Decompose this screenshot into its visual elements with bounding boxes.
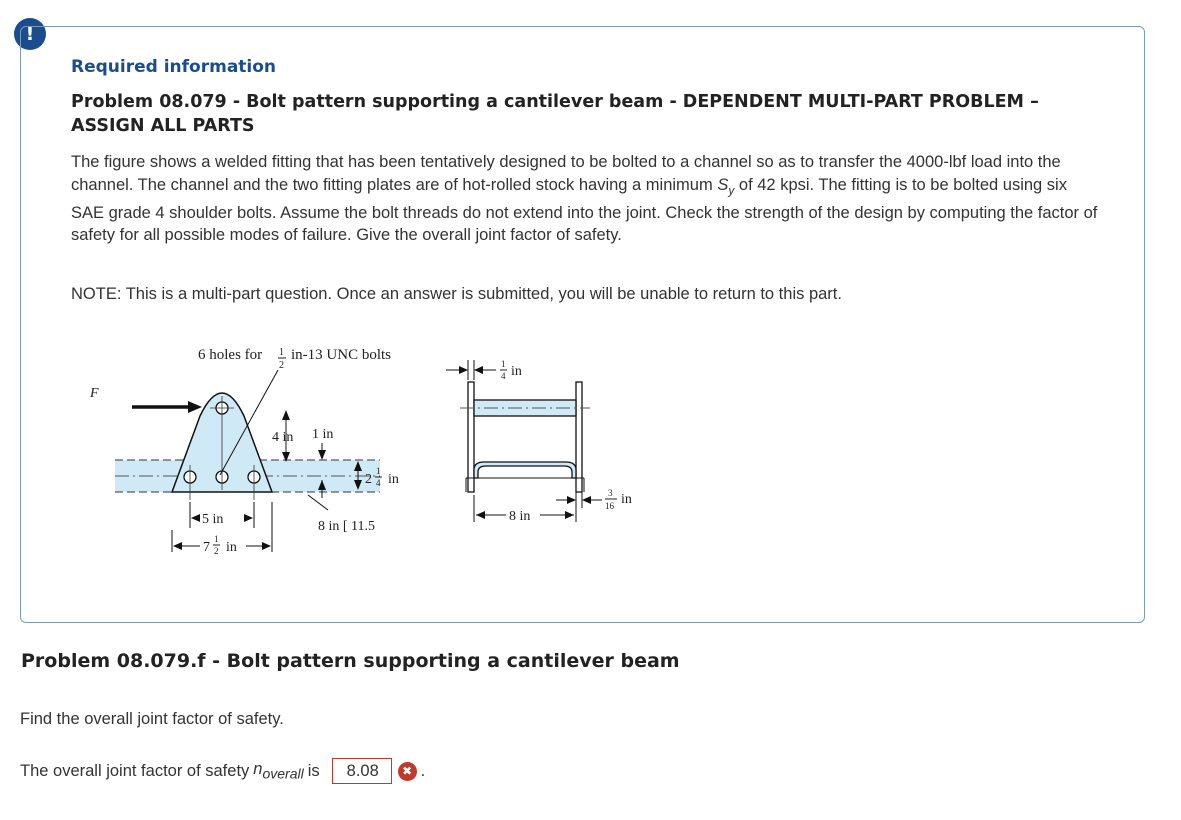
is-label: is <box>307 761 320 780</box>
statement-part-2: of 42 kpsi. The fitting is to be bolted using six SAE grade 4 shoulder bolts. Assume the bolt threads do not extend into the joint. Check the strength of the design by computing the factor of safety for all possible modes of failure. Give the overall joint factor of safety. <box>71 175 1098 245</box>
multi-part-note: NOTE: This is a multi-part question. Once an answer is submitted, you will be unable to return to this part. <box>71 285 842 303</box>
problem-statement <box>71 151 1101 247</box>
answer-input[interactable]: 8.08 <box>332 758 392 784</box>
dim-5in: 5 in <box>202 512 224 527</box>
plate-left <box>468 382 474 492</box>
force-label: F <box>90 386 99 401</box>
svg-text:1: 1 <box>501 359 506 369</box>
svg-text:1: 1 <box>279 347 284 358</box>
svg-text:in: in <box>388 472 399 487</box>
svg-text:2: 2 <box>214 546 219 556</box>
svg-text:4: 4 <box>376 478 381 488</box>
force-arrowhead <box>188 401 202 413</box>
svg-text:2: 2 <box>279 360 284 371</box>
dim-8in: 8 in [ 11.5 <box>318 519 376 534</box>
n-overall-symbol: $n_{overall}$ <box>253 760 304 782</box>
answer-label: The overall joint factor of safety <box>20 761 250 780</box>
holes-label-b: in-13 UNC bolts <box>291 347 392 363</box>
svg-text:in: in <box>226 540 237 555</box>
dim-quarter-in: in <box>511 364 522 379</box>
svg-text:1: 1 <box>376 466 381 476</box>
svg-text:16: 16 <box>605 501 614 511</box>
channel-section <box>474 462 576 478</box>
svg-text:3: 3 <box>608 488 613 498</box>
dim-1in: 1 in <box>312 427 334 442</box>
dim-2-quarter: 2 <box>365 472 372 487</box>
svg-text:1: 1 <box>214 534 219 544</box>
sy-symbol: $S_y$ <box>717 175 735 197</box>
plate-right <box>576 382 582 492</box>
svg-text:4: 4 <box>501 371 506 381</box>
period: . <box>420 761 426 780</box>
statement-part-1: The figure shows a welded fitting that has been tentatively designed to be bolted to a channel so as to transfer the 4000-lbf load into the channel. The channel and the two fitting plates are of hot-rolled stock having a minimum <box>71 153 1061 194</box>
welded-fitting-figure <box>60 330 660 570</box>
dim-7-half: 7 <box>203 540 210 555</box>
part-instruction: Find the overall joint factor of safety. <box>20 710 284 728</box>
alert-icon: ! <box>14 18 46 50</box>
x-icon: ✖ <box>398 762 417 781</box>
holes-label-a: 6 holes for <box>198 347 263 363</box>
dim-3-16-in: in <box>621 492 632 507</box>
problem-title: Problem 08.079 - Bolt pattern supporting a cantilever beam - DEPENDENT MULTI-PART PROBLEM – ASSIGN ALL PARTS <box>71 92 1039 136</box>
dim-8in-right: 8 in <box>509 509 531 524</box>
required-info-header: Required information <box>71 57 277 77</box>
dim-4in: 4 in <box>272 430 294 445</box>
part-title: Problem 08.079.f - Bolt pattern supporting a cantilever beam <box>21 650 680 672</box>
answer-line <box>20 758 425 784</box>
